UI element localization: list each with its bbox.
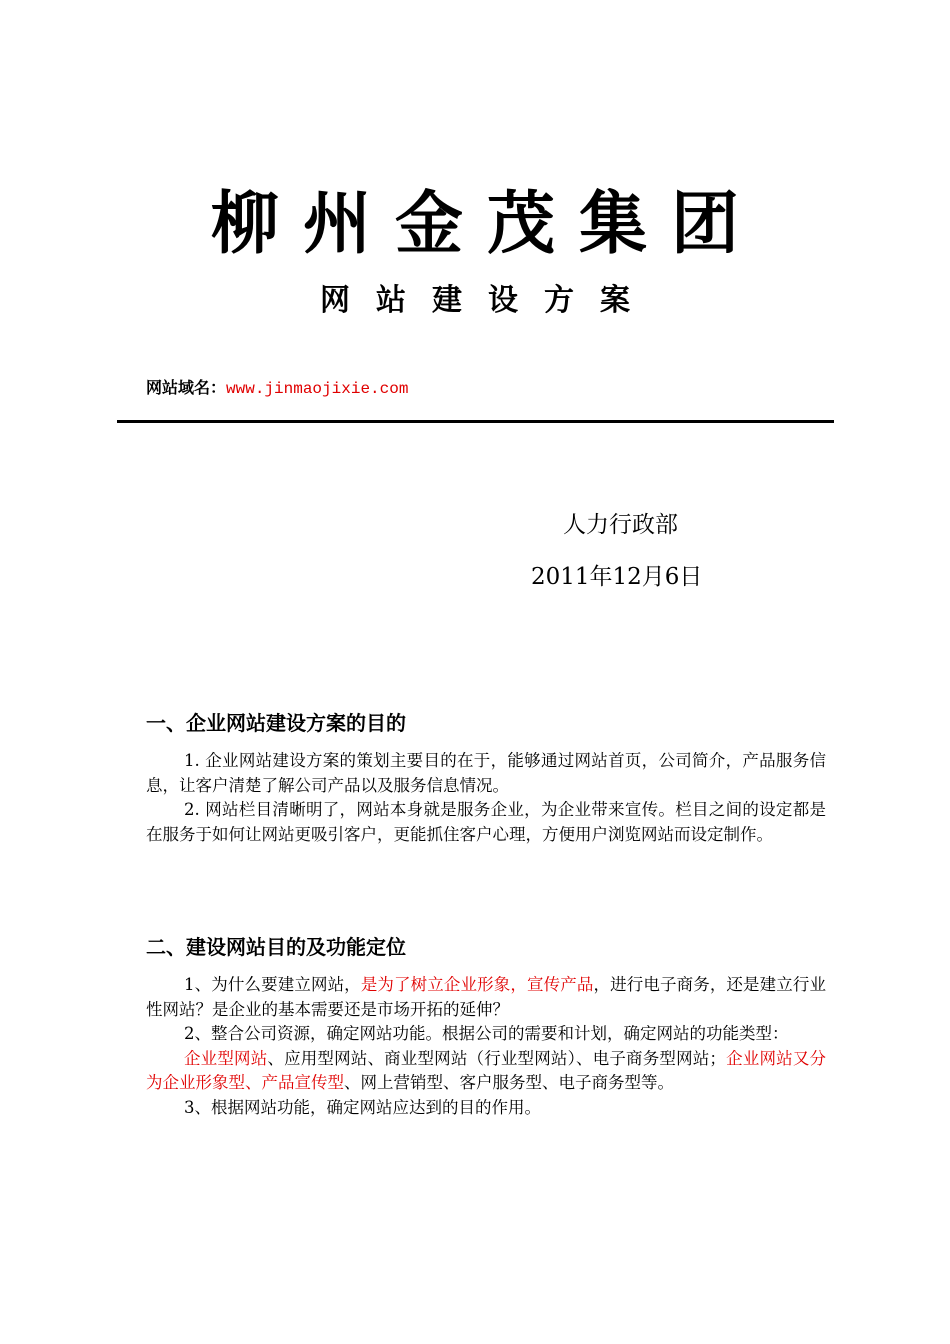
paragraph <box>146 973 826 1022</box>
paragraph: 3、根据网站功能，确定网站应达到的目的作用。 <box>184 1097 541 1117</box>
highlighted-text: 企业型网站 <box>184 1048 268 1068</box>
paragraph: 2、整合公司资源，确定网站功能。根据公司的需要和计划，确定网站的功能类型： <box>184 1024 789 1043</box>
paragraph: 1. 企业网站建设方案的策划主要目的在于，能够通过网站首页，公司简介，产品服务信息，让客户清楚了解公司产品以及服务信息情况。 <box>146 751 826 795</box>
highlighted-text: 是为了树立企业形象，宣传产品 <box>360 975 594 994</box>
domain-line <box>146 376 408 401</box>
text-run: 1、为什么要建立网站， <box>184 975 361 994</box>
domain-label: 网站域名： <box>146 378 227 397</box>
section-heading: 二、建设网站目的及功能定位 <box>146 935 406 959</box>
text-run: 、网上营销型、客户服务型、电子商务型等。 <box>344 1073 674 1092</box>
paragraph: 2. 网站栏目清晰明了，网站本身就是服务企业，为企业带来宣传。栏目之间的设定都是在服务于如何让网站更吸引客户，更能抓住客户心理，方便用户浏览网站而设定制作。 <box>146 800 826 844</box>
department-name: 人力行政部 <box>563 512 678 538</box>
document-subtitle: 网站建设方案 <box>320 283 656 318</box>
text-run: 、应用型网站、商业型网站（行业型网站）、电子商务型网站； <box>267 1048 726 1068</box>
text-run: ，进行电子商务，还是建立行业性网站？是企业的基本需要还是市场开拓的延伸？ <box>146 975 827 1019</box>
section-heading: 一、企业网站建设方案的目的 <box>146 711 406 735</box>
paragraph <box>146 1047 826 1096</box>
section-purpose <box>146 707 826 847</box>
section-positioning <box>146 931 826 1120</box>
highlighted-text: 企业网站又分为企业形象型、产品宣传型 <box>146 1048 827 1092</box>
domain-url: www.jinmaojixie.com <box>226 380 409 398</box>
horizontal-divider <box>117 420 834 423</box>
document-title: 柳州金茂集团 <box>210 185 763 264</box>
document-date: 2011年12月6日 <box>531 564 703 590</box>
